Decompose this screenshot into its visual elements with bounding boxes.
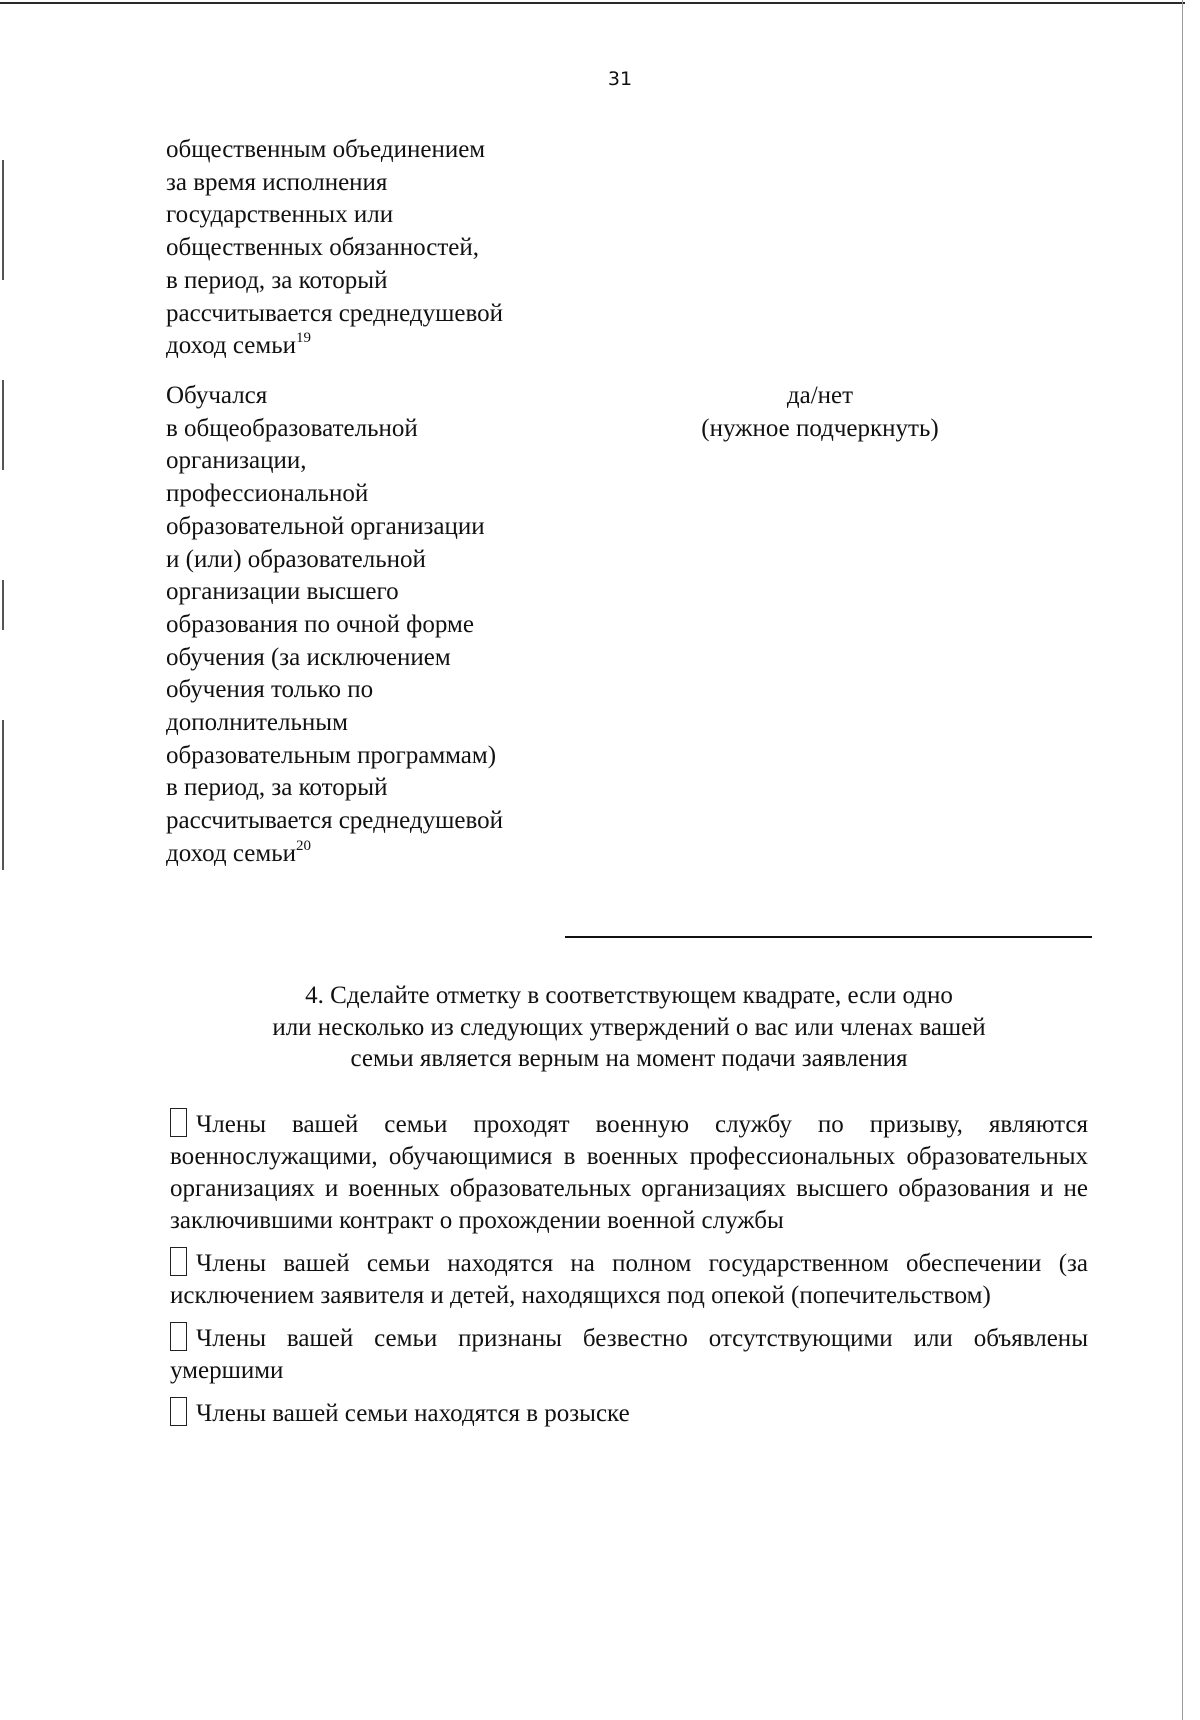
statement-wanted: [170, 1397, 1088, 1430]
scan-left-mark: [2, 720, 4, 870]
heading-line: 4. Сделайте отметку в соответствующем квадрате, если одно: [305, 982, 953, 1009]
checkbox-state-support[interactable]: [170, 1247, 187, 1276]
yes-no-option[interactable]: да/нет: [786, 382, 854, 409]
text-line: обучения только по: [166, 676, 374, 704]
text-line-content: доход семьи: [166, 839, 296, 867]
scan-right-edge: [1182, 0, 1183, 1720]
statement-text: Члены вашей семьи признаны безвестно отсутствующими или объявлены умершими: [170, 1325, 1088, 1384]
footnote-separator: [565, 936, 1092, 938]
checkbox-military-service[interactable]: [170, 1108, 187, 1137]
statement-military-service: [170, 1108, 1088, 1237]
statement-text: Члены вашей семьи проходят военную службу по призыву, являются военнослужащими, обучающимися в военных профессиональных образовательных организациях и военных образовательных организациях высшего образования и не заключившими контракт о прохождении военной службы: [170, 1111, 1088, 1234]
income-row-public-duties-label: [166, 134, 606, 363]
checkbox-wanted[interactable]: [170, 1397, 187, 1426]
text-line: организации высшего: [166, 578, 399, 606]
text-line: государственных или: [166, 201, 394, 229]
text-line-content: доход семьи: [166, 332, 296, 360]
studied-row-label: [166, 380, 606, 871]
page-number: 31: [607, 68, 633, 90]
footnote-ref: 20: [296, 837, 311, 854]
heading-line: семьи является верным на момент подачи заявления: [350, 1045, 908, 1072]
statement-text: Члены вашей семьи находятся в розыске: [196, 1400, 630, 1427]
scan-top-edge: [0, 2, 1185, 4]
text-line: дополнительным: [166, 709, 348, 737]
text-line: рассчитывается среднедушевой: [166, 299, 504, 327]
section-4-heading: [166, 980, 1092, 1075]
text-line: за время исполнения: [166, 168, 388, 196]
yes-no-hint: (нужное подчеркнуть): [701, 414, 939, 442]
scan-left-mark: [2, 160, 4, 280]
text-line: общественных обязанностей,: [166, 234, 479, 262]
scan-left-mark: [2, 380, 4, 470]
yes-no-answer[interactable]: [660, 380, 980, 445]
text-line: в период, за который: [166, 774, 388, 802]
heading-line: или несколько из следующих утверждений о вас или членах вашей: [272, 1013, 986, 1041]
statement-state-support: [170, 1247, 1088, 1312]
text-line: общественным объединением: [166, 136, 486, 163]
text-line: рассчитывается среднедушевой: [166, 807, 504, 835]
statement-text: Члены вашей семьи находятся на полном государственном обеспечении (за исключением заявителя и детей, находящихся под опекой (попечительством): [170, 1250, 1088, 1309]
footnote-ref: 19: [296, 330, 311, 347]
text-line: обучения (за исключением: [166, 643, 451, 671]
text-line: организации,: [166, 447, 307, 475]
text-line: профессиональной: [166, 480, 369, 508]
text-line: [166, 838, 606, 871]
text-line: [166, 330, 606, 363]
text-line: образовательной организации: [166, 512, 485, 540]
text-line: Обучался: [166, 382, 268, 409]
scan-left-mark: [2, 580, 4, 630]
text-line: в период, за который: [166, 266, 388, 294]
statement-missing-or-deceased: [170, 1322, 1088, 1387]
text-line: образования по очной форме: [166, 610, 474, 638]
statement-list: [170, 1108, 1088, 1440]
text-line: в общеобразовательной: [166, 414, 418, 442]
checkbox-missing-or-deceased[interactable]: [170, 1322, 187, 1351]
text-line: и (или) образовательной: [166, 545, 426, 573]
text-line: образовательным программам): [166, 741, 497, 769]
